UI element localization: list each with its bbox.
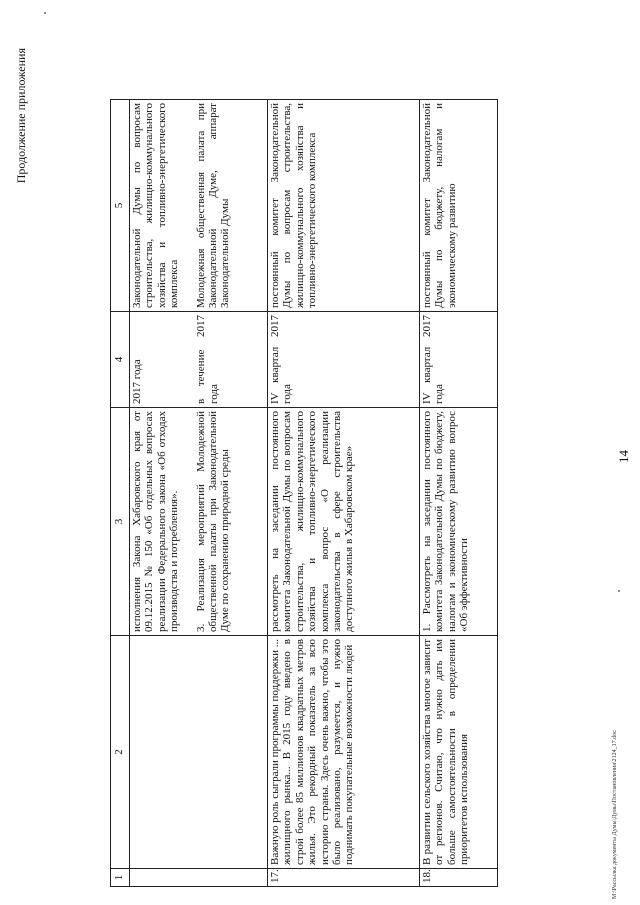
scan-speck — [44, 12, 46, 14]
measure-text: исполнения Закона Хабаровского края от 09.12.2015 № 150 «Об отдельных вопросах реализации Федерального закона «Об отходах производства и потребления». — [131, 411, 181, 632]
measure-cell: 1. Рассмотреть на заседании постоянного комитета Законодательной Думы по бюджету, налогам и экономическому развитию вопрос «Об эффективности — [420, 408, 498, 636]
deadline-cell: IV квартал 2017 года — [268, 312, 420, 408]
continuation-label: Продолжение приложения — [14, 48, 28, 184]
statement-text: Здесь очень важно, чтобы это было реализовано, разумеется, и нужно поднимать покупательные возможности людей — [318, 639, 356, 865]
deadline-cell: IV квартал 2017 года — [420, 312, 498, 408]
measure-text: 3. Реализация мероприятий Молодежной общественной палаты при Законодательной Думе по сохранению природной среды — [194, 411, 232, 632]
table-row — [420, 100, 498, 887]
row-number — [130, 869, 268, 887]
table-row — [268, 100, 420, 887]
deadline-text: 2017 года — [131, 359, 143, 404]
table-row — [130, 100, 268, 887]
scan-speck — [618, 590, 620, 592]
responsible-cell: постоянный комитет Законодательной Думы по бюджету, налогам и экономическому развитию — [420, 100, 498, 312]
responsible-cell — [130, 100, 268, 312]
deadline-text: в течение 2017 года — [195, 315, 220, 404]
schedule-table — [110, 99, 498, 887]
footer-file-path: M:\Рассылка документы Думы\Думы\Постановления\2124_17.doc — [612, 730, 618, 899]
responsible-text: Законодательной Думы по вопросам строительства, жилищно-коммунального хозяйства и топливно-энергетического комплекса — [131, 103, 181, 308]
deadline-cell — [130, 312, 268, 408]
statement-cell: В развитии сельского хозяйства многое зависит от регионов. Считаю, что нужно дать им больше самостоятельности в определении приоритетов использования — [420, 636, 498, 869]
responsible-text: Молодежная общественная палата при Законодательной Думе, аппарат Законодательной Думы — [194, 103, 232, 308]
header-row — [111, 100, 130, 887]
header-cell-4: 4 — [111, 312, 130, 408]
header-cell-2: 2 — [111, 636, 130, 869]
statement-cell — [130, 636, 268, 869]
page-number: 14 — [616, 450, 631, 463]
header-cell-3: 3 — [111, 408, 130, 636]
row-number: 18. — [420, 869, 498, 887]
statement-text: Важную роль сыграли программы поддержки ... жилищного рынка... В 2015 году введено в строй более 85 миллионов квадратных метров жилья. Это рекордный показатель за всю историю страны. — [269, 639, 331, 865]
responsible-cell: постоянный комитет Законодательной Думы по вопросам строительства, жилищно-коммунального хозяйства и топливно-энергетического комплекса — [268, 100, 420, 312]
header-cell-1: 1 — [111, 869, 130, 887]
measure-cell: рассмотреть на заседании постоянного комитета Законодательной Думы по вопросам строительства, жилищно-коммунального хозяйства и топливно-энергетического комплекса вопрос «О реализации законодательства в сфере строительства доступного жилья в Хабаровском крае» — [268, 408, 420, 636]
row-number: 17. — [268, 869, 420, 887]
statement-cell — [268, 636, 420, 869]
measure-cell — [130, 408, 268, 636]
header-cell-5: 5 — [111, 100, 130, 312]
